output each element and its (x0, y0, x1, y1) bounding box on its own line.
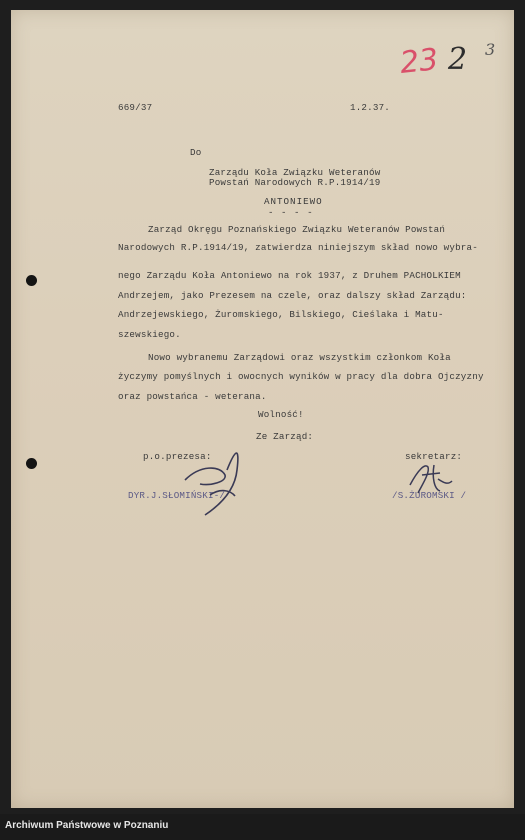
paragraph-1-line: Andrzejewskiego, Żuromskiego, Bilskiego, Cieślaka i Matu- (118, 309, 444, 320)
paragraph-2-line: oraz powstańca - weterana. (118, 391, 267, 402)
archive-name: Archiwum Państwowe w Poznaniu (5, 820, 169, 831)
right-signatory-name: /S.ŻUROMSKI / (392, 490, 467, 501)
signature-president (165, 440, 255, 520)
recipient-line-1: Zarządu Koła Związku Weteranów (209, 167, 381, 178)
paragraph-2-line: Nowo wybranemu Zarządowi oraz wszystkim członkom Koła (148, 352, 451, 363)
paragraph-1-line: szewskiego. (118, 329, 181, 340)
punch-hole-upper (26, 275, 37, 286)
reference-number: 669/37 (118, 102, 153, 113)
paragraph-2-line: życzymy pomyślnych i owocnych wyników w pracy dla dobra Ojczyzny (118, 371, 484, 382)
place-underline: - - - - (268, 207, 314, 218)
signature-secretary (400, 455, 460, 505)
archive-footer (0, 814, 525, 840)
left-signatory-name: DYR.J.SŁOMIŃSKI-/ (128, 490, 226, 501)
left-signatory-title: p.o.prezesa: (143, 451, 212, 462)
right-signatory-title: sekretarz: (405, 451, 463, 462)
recipient-line-2: Powstań Narodowych R.P.1914/19 (209, 177, 381, 188)
archive-mark-black: 2 (448, 42, 468, 77)
paragraph-1-line: Zarząd Okręgu Poznańskiego Związku Weteranów Powstań (148, 224, 446, 235)
closing-salute: Wolność! (258, 409, 304, 420)
place-name: ANTONIEWO (264, 196, 323, 207)
archive-mark-red: 23 (398, 42, 440, 81)
document-date: 1.2.37. (350, 102, 390, 113)
punch-hole-lower (26, 458, 37, 469)
closing-board: Ze Zarząd: (256, 431, 314, 442)
paragraph-1-line: Narodowych R.P.1914/19, zatwierdza niniejszym skład nowo wybra- (118, 242, 478, 253)
salutation: Do (190, 147, 202, 158)
paragraph-1-line: Andrzejem, jako Prezesem na czele, oraz dalszy skład Zarządu: (118, 290, 467, 301)
archive-mark-small: 3 (485, 40, 496, 59)
paragraph-1-line: nego Zarządu Koła Antoniewo na rok 1937, z Druhem PACHOLKIEM (118, 270, 461, 281)
